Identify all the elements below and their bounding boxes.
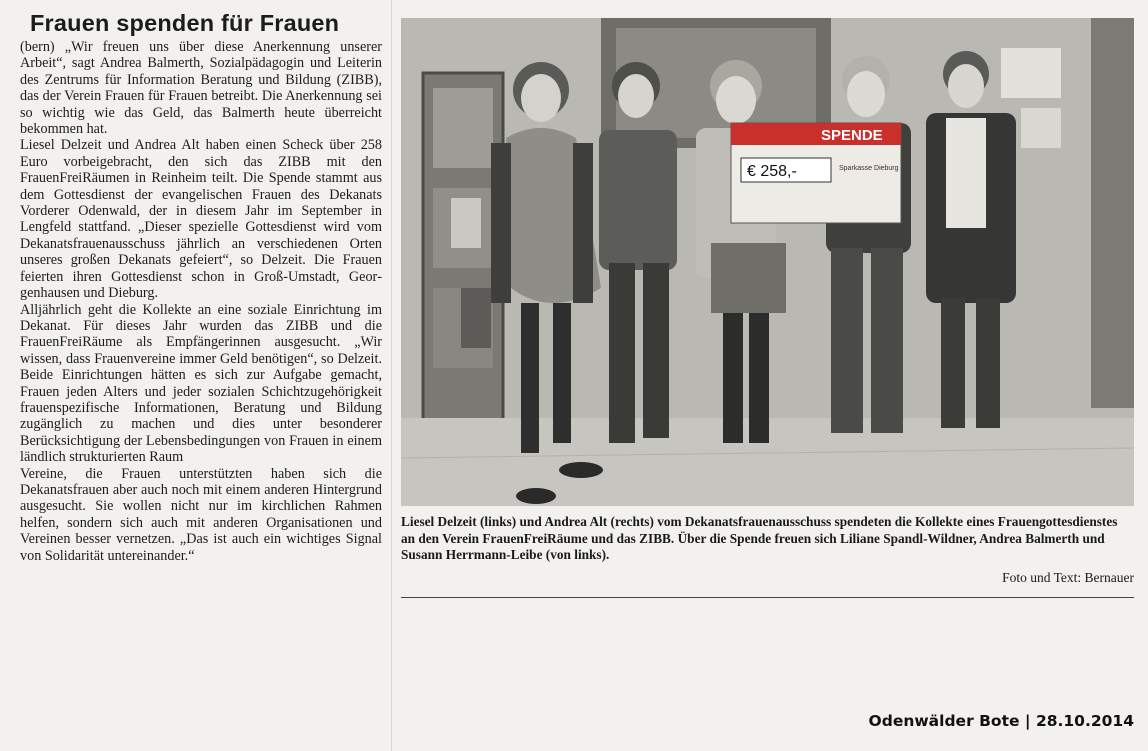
column-divider (391, 0, 392, 751)
article-paragraph: (bern) „Wir freuen uns über diese Anerkennung unserer Arbeit“, sagt Andrea Balmerth, Sozialpädagogin und Leiterin des Zentrums für Information Beratung und Bildung (ZIBB), das der Verein Frauen für Frauen betreibt. Die Anerkennung sei so wichtig wie das Geld, das Balmerth heute überreicht bekommen hat. (20, 39, 382, 138)
photo-credit: Foto und Text: Bernauer (1002, 570, 1134, 585)
article-paragraph: Alljährlich geht die Kollekte an eine soziale Einrichtung im Dekanat. Für dieses Jahr wurden das ZIBB und die FrauenFreiRäume als Empfängerinnen ausgesucht. „Wir wissen, dass Frauenvereine immer Geld benötigen“, so Delzeit. Beide Einrichtungen hätten es sich zur Aufgabe gemacht, Frauen jeden Alters und jeder sozialen Schichtzugehörigkeit frauenspezifische Informationen, Beratung und Bildung zugänglich zu machen und dies unter besonderer Berücksichtigung der Lebensbedingungen von Frauen in einem ländlich strukturierten Raum (20, 301, 382, 466)
article-paragraph: Vereine, die Frauen unterstützten haben sich die Dekanatsfrauen aber auch noch mit einem anderen Hintergrund ausgesucht. Sie wollen nicht nur im kirchlichen Rahmen helfen, sondern sich auch mit anderen Organisationen und Vereinen besser vernetzen. „Das ist auch ein wichtiges Signal von Solidarität untereinander.“ (20, 465, 382, 564)
check-label: SPENDE (821, 127, 883, 144)
article-column (20, 10, 382, 564)
caption-rule (401, 597, 1134, 598)
source-line: Odenwälder Bote | 28.10.2014 (868, 712, 1134, 730)
check-amount: € 258,- (747, 163, 797, 180)
article-paragraph: Liesel Delzeit und Andrea Alt haben einen Scheck über 258 Euro vorbeigebracht, den sich das ZIBB mit den FrauenFreiRäumen in Reinheim teilt. Die Spende stammt aus dem Gottesdienst der evangelischen Frauen des Dekanats Vorderer Odenwald, der in diesem Jahr im September in Lengfeld stattfand. „Dieser spezielle Gottesdienst wird vom Dekanatsfrauenausschuss jährlich an verschiedenen Orten unseres großen Dekanats gefeiert“, so Delzeit. Die Frauen feierten ihren Gottesdienst schon in Groß-Umstadt, Georgenhausen und Dieburg. (20, 137, 382, 302)
photo-illustration (401, 18, 1134, 506)
article-body (20, 39, 382, 564)
photo-caption: Liesel Delzeit (links) und Andrea Alt (rechts) vom Dekanatsfrauenausschuss spendeten die Kollekte eines Frauengottesdienstes an den Verein FrauenFreiRäume und das ZIBB. Über die Spende freuen sich Liliane Spandl-Wildner, Andrea Balmerth und Susann Herrmann-Leibe (von links). (401, 514, 1118, 563)
check-bank: Sparkasse Dieburg (839, 165, 899, 172)
article-headline: Frauen spenden für Frauen (30, 10, 340, 36)
news-photo (401, 18, 1134, 506)
